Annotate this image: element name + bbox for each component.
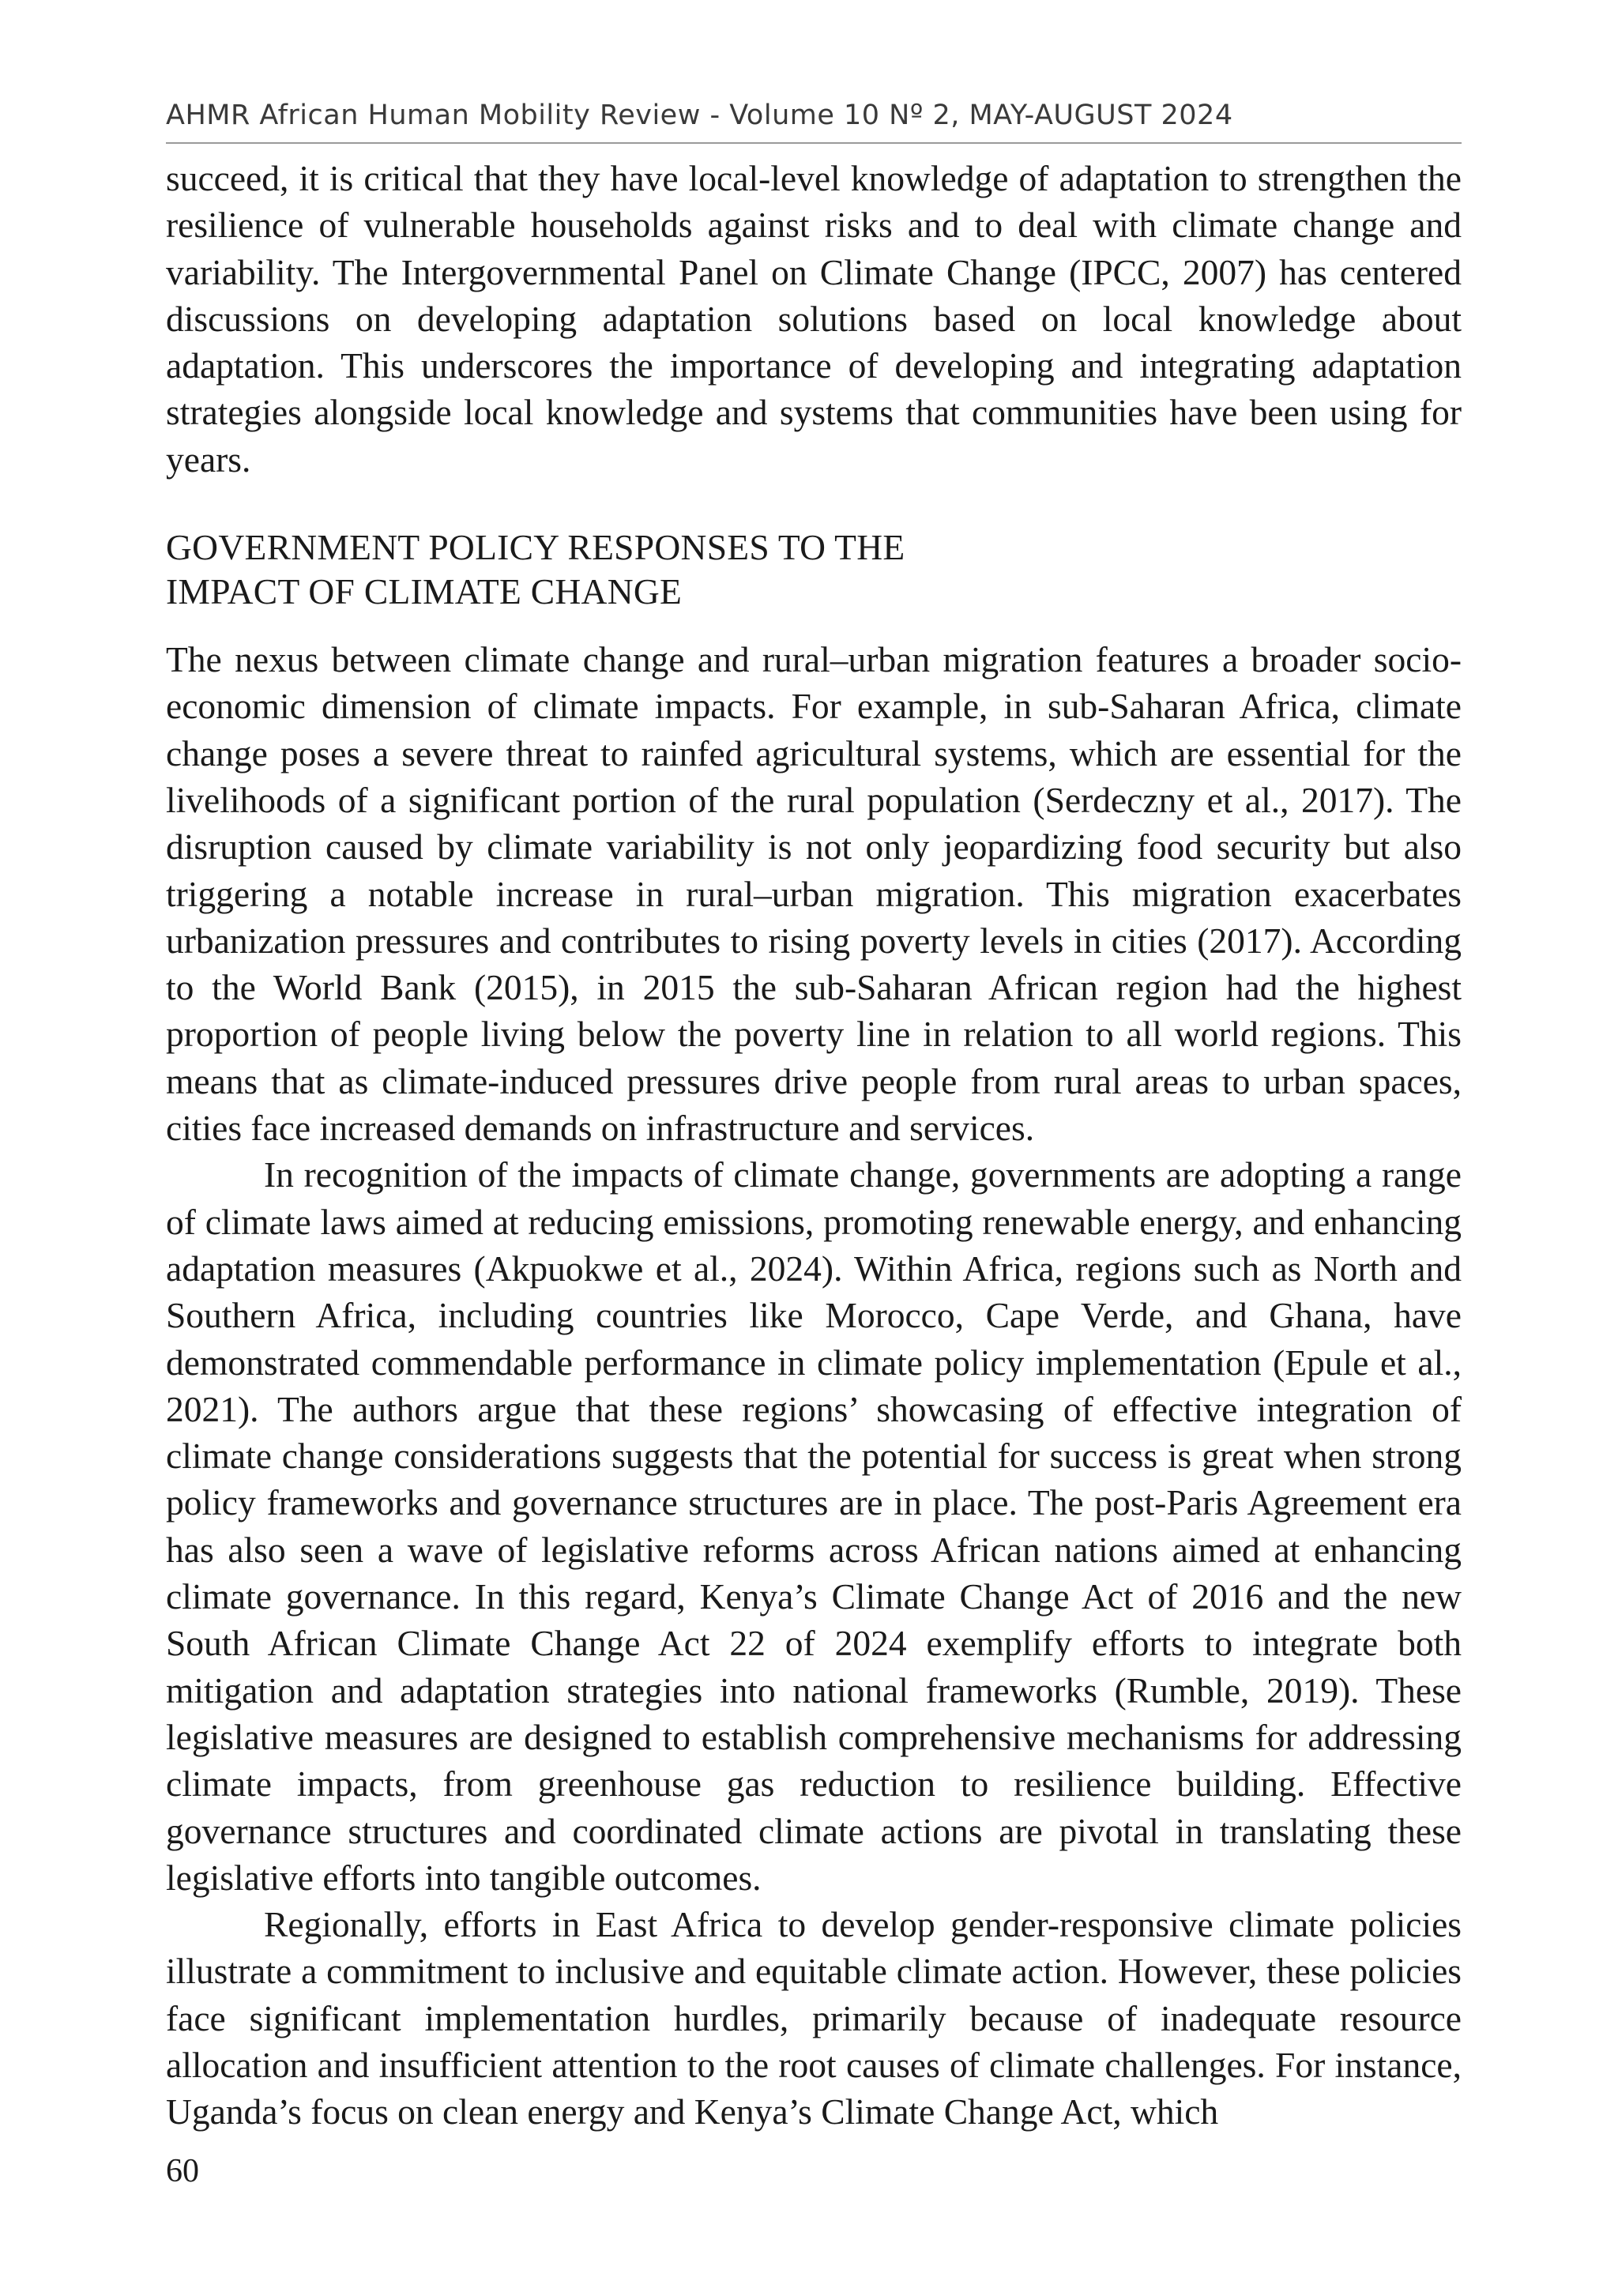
article-body	[166, 155, 1462, 2136]
paragraph: The nexus between climate change and rural–urban migration features a broader socio-economic dimension of climate impacts. For example, in sub-Saharan Africa, climate change poses a severe threat to rainfed agricultural systems, which are essential for the livelihoods of a significant portion of the rural population (Serdeczny et al., 2017). The disruption caused by climate variability is not only jeopardizing food security but also triggering a notable increase in rural–urban migration. This migration exacerbates urbanization pressures and contributes to rising poverty levels in cities (2017). According to the World Bank (2015), in 2015 the sub-Saharan African region had the highest proportion of people living below the poverty line in relation to all world regions. This means that as climate-induced pressures drive people from rural areas to urban spaces, cities face increased demands on infrastructure and services.	[166, 639, 1462, 1149]
paragraph: In recognition of the impacts of climate change, governments are adopting a range of climate laws aimed at reducing emissions, promoting renewable energy, and enhancing adaptation measures (Akpuokwe et al., 2024). Within Africa, regions such as North and Southern Africa, including countries like Morocco, Cape Verde, and Ghana, have demonstrated commendable performance in climate policy implementation (Epule et al., 2021). The authors argue that these regions’ showcasing of effective integration of climate change considerations suggests that the potential for success is great when strong policy frameworks and governance structures are in place. The post-Paris Agreement era has also seen a wave of legislative reforms across African nations aimed at enhancing climate governance. In this regard, Kenya’s Climate Change Act of 2016 and the new South African Climate Change Act 22 of 2024 exemplify efforts to integrate both mitigation and adaptation strategies into national frameworks (Rumble, 2019). These legislative measures are designed to establish comprehensive mechanisms for addressing climate impacts, from greenhouse gas reduction to resilience building. Effective governance structures and coordinated climate actions are pivotal in translating these legislative efforts into tangible outcomes.	[166, 1154, 1462, 1898]
paragraph: Regionally, efforts in East Africa to develop gender-responsive climate policies illustrate a commitment to inclusive and equitable climate action. However, these policies face significant implementation hurdles, primarily because of inadequate resource allocation and insufficient attention to the root causes of climate challenges. For instance, Uganda’s focus on clean energy and Kenya’s Climate Change Act, which	[166, 1904, 1462, 2132]
section-heading: GOVERNMENT POLICY RESPONSES TO THE IMPACT OF CLIMATE CHANGE	[166, 527, 905, 612]
paragraph-continued: succeed, it is critical that they have local-level knowledge of adaptation to strengthen the resilience of vulnerable households against risks and to deal with climate change and variability. The Intergovernmental Panel on Climate Change (IPCC, 2007) has centered discussions on developing adaptation solutions based on local knowledge about adaptation. This underscores the importance of developing and integrating adaptation strategies alongside local knowledge and systems that communities have been using for years.	[166, 158, 1462, 480]
header-divider	[166, 142, 1462, 144]
page-number: 60	[166, 2153, 199, 2189]
running-header: AHMR African Human Mobility Review - Volume 10 Nº 2, MAY-AUGUST 2024	[166, 100, 1233, 131]
